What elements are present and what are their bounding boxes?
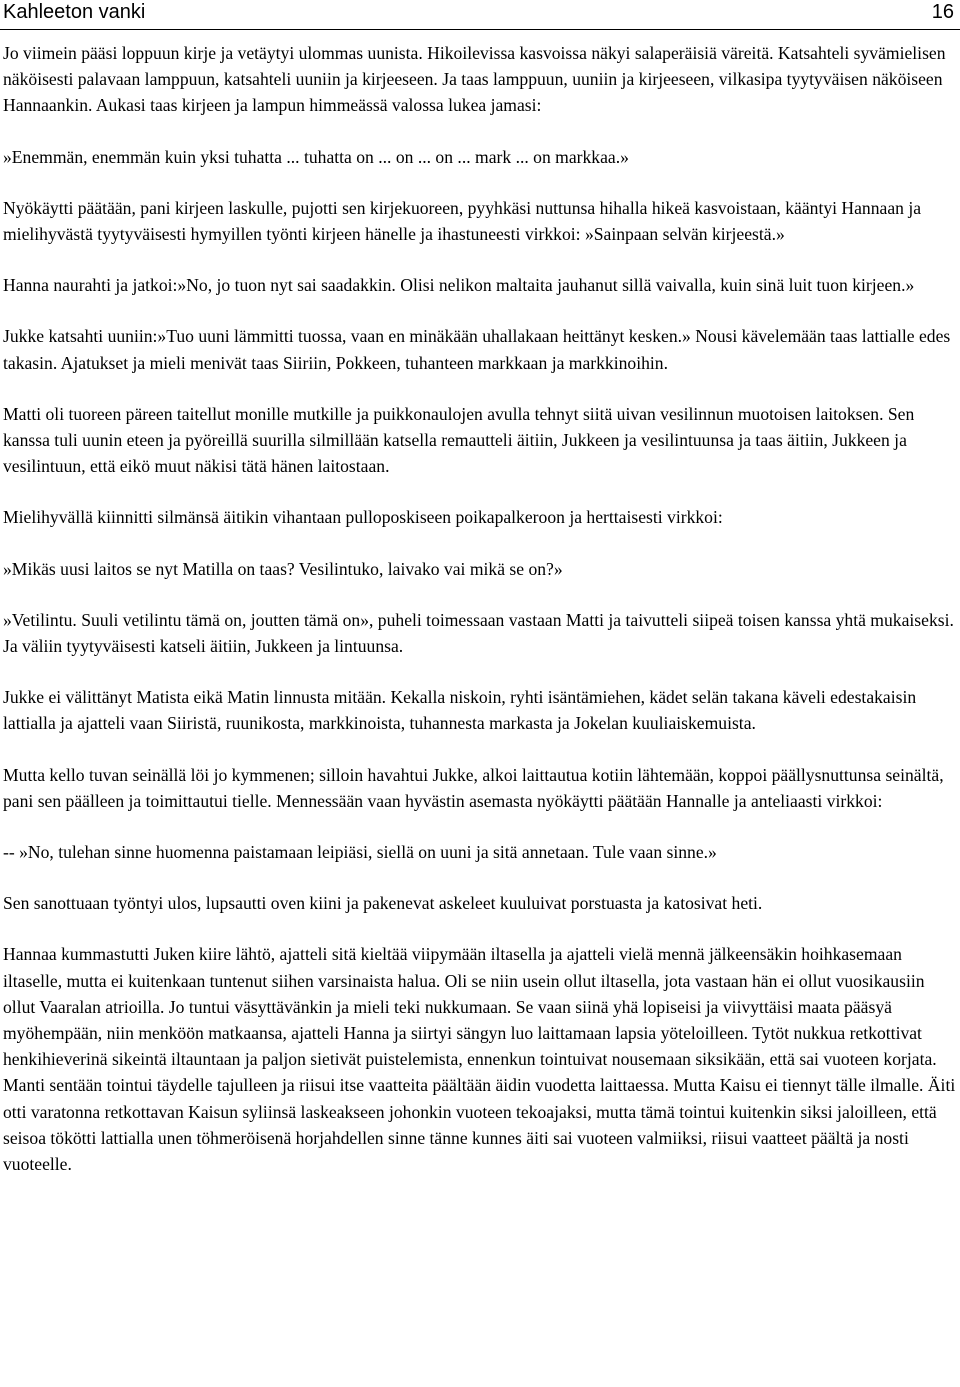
- paragraph-8: »Mikäs uusi laitos se nyt Matilla on taas? Vesilintuko, laivako vai mikä se on?»: [3, 558, 563, 579]
- paragraph-11: Mutta kello tuvan seinällä löi jo kymmenen; silloin havahtui Jukke, alkoi laittautua kotiin lähtemään, koppoi päällysnuttunsa seinältä, pani sen päälleen ja toimittautui tielle. Mennessään vaan hyvästin asemasta nyökäytti päätään Hannalle ja anteliaasti virkkoi:: [3, 764, 944, 811]
- paragraph-6: Matti oli tuoreen päreen taitellut monille mutkille ja puikkonaulojen avulla tehnyt siitä uivan vesilinnun muotoisen laitoksen. Sen kanssa tuli uunin eteen ja pyöreillä suurilla silmillään katsella remautteli äitiin, Jukkeen ja vesilintuunsa ja taas äitiin, Jukkeen ja vesilintuun, että eikö muut näkisi tätä hänen laitostaan.: [3, 403, 915, 477]
- paragraph-1: Jo viimein pääsi loppuun kirje ja vetäytyi ulommas uunista. Hikoilevissa kasvoissa näkyi salaperäisiä väreitä. Katsahteli syvämielisen näköisesti palavaan lamppuun, katsahteli uuniin ja kirjeeseen. Ja taas lamppuun, uuniin ja kirjeeseen, vilkasipa tyytyväisen näköiseen Hannaankin. Aukasi taas kirjeen ja lampun himmeässä valossa lukea jamasi:: [3, 43, 946, 116]
- paragraph-12: -- »No, tulehan sinne huomenna paistamaan leipiäsi, siellä on uuni ja sitä annetaan. Tule vaan sinne.»: [3, 842, 717, 863]
- paragraph-13: Sen sanottuaan työntyi ulos, lupsautti oven kiini ja pakenevat askeleet kuuluivat porstuasta ja katosivat heti.: [3, 893, 763, 914]
- page-header: [0, 0, 960, 30]
- book-title: Kahleeton vanki: [3, 1, 146, 23]
- paragraph-5: Jukke katsahti uuniin:»Tuo uuni lämmitti tuossa, vaan en minäkään uhallakaan heittänyt kesken.» Nousi kävelemään taas lattialle edes takasin. Ajatukset ja mieli menivät taas Siiriin, Pokkeen, tuhanteen markkaan ja markkinoihin.: [3, 326, 951, 373]
- paragraph-7: Mielihyvällä kiinnitti silmänsä äitikin vihantaan pulloposkiseen poikapalkeroon ja herttaisesti virkkoi:: [3, 507, 723, 528]
- paragraph-10: Jukke ei välittänyt Matista eikä Matin linnusta mitään. Kekalla niskoin, ryhti isäntämiehen, kädet selän takana käveli edestakaisin lattialla ja ajatteli vaan Siiristä, ruunikosta, markkinoista, tuhannesta markasta ja Jokelan kuuliaiskemuista.: [3, 687, 917, 734]
- paragraph-4: Hanna naurahti ja jatkoi:»No, jo tuon nyt sai saadakkin. Olisi nelikon maltaita jauhanut sillä vaivalla, kuin sinä luit tuon kirjeen.»: [3, 275, 915, 296]
- paragraph-3: Nyökäytti päätään, pani kirjeen laskulle, pujotti sen kirjekuoreen, pyyhkäsi nuttunsa hihalla hikeä kasvoistaan, kääntyi Hannaan ja mielihyvästä tyytyväisesti hymyillen työnti kirjeen hänelle ja ihastuneesti virkkoi: »Sainpaan selvän kirjeestä.»: [3, 197, 922, 245]
- page-number: 16: [931, 1, 954, 23]
- page-body: [0, 30, 957, 1177]
- paragraph-14: Hannaa kummastutti Juken kiire lähtö, ajatteli sitä kieltää viipymään iltasella ja ajatteli vielä mennä jälkeensäkin hoihkasemaan iltaselle, mutta ei kuitenkaan tuntenut siihen varsinaista halua. Oli se niin usein ollut iltasella, jota vastaan hän ei ollut vuosikausiin ollut Vaaralan atrioilla. Jo tuntui väsyttävänkin ja mieli teki nukkumaan. Se vaan siinä yhä lopiseisi ja viivyttäisi maata pääsyä myöhempään, niin menköön matkaansa, ajatteli Hanna ja siirtyi sängyn luo laittamaan lapsia yöteloilleen. Tytöt nukkua retkottivat henkihieverinä sikeintä iltauntaan ja paljon sietivät puistelemista, ennenkun tointuivat nousemaan siksikään, että sai vuoteen korjata. Manti sentään tointui täydelle tajulleen ja riisui itse vaatteita päältään äidin vuodetta laittaessa. Mutta Kaisu ei tiennyt tälle ilmalle. Äiti otti varatonna retkottavan Kaisun syliinsä laskeakseen johonkin vuoteen tekoajaksi, mutta tämä tointui kuitenkin siksi jaloilleen, että seisoa tökötti lattialla unen töhmeröisenä horjahdellen sinne tänne kunnes äiti sai vuoteen valmiiksi, riisui vaatteet päältä ja nosti vuoteelle.: [3, 944, 956, 1175]
- paragraph-9: »Vetilintu. Suuli vetilintu tämä on, joutten tämä on», puheli toimessaan vastaan Matti ja taivutteli siipeä toisen kanssa yhtä mukaiseksi. Ja väliin tyytyväisesti katseli äitiin, Jukkeen ja lintuunsa.: [3, 609, 954, 657]
- paragraph-2: »Enemmän, enemmän kuin yksi tuhatta ... tuhatta on ... on ... on ... mark ... on markkaa.»: [3, 146, 629, 167]
